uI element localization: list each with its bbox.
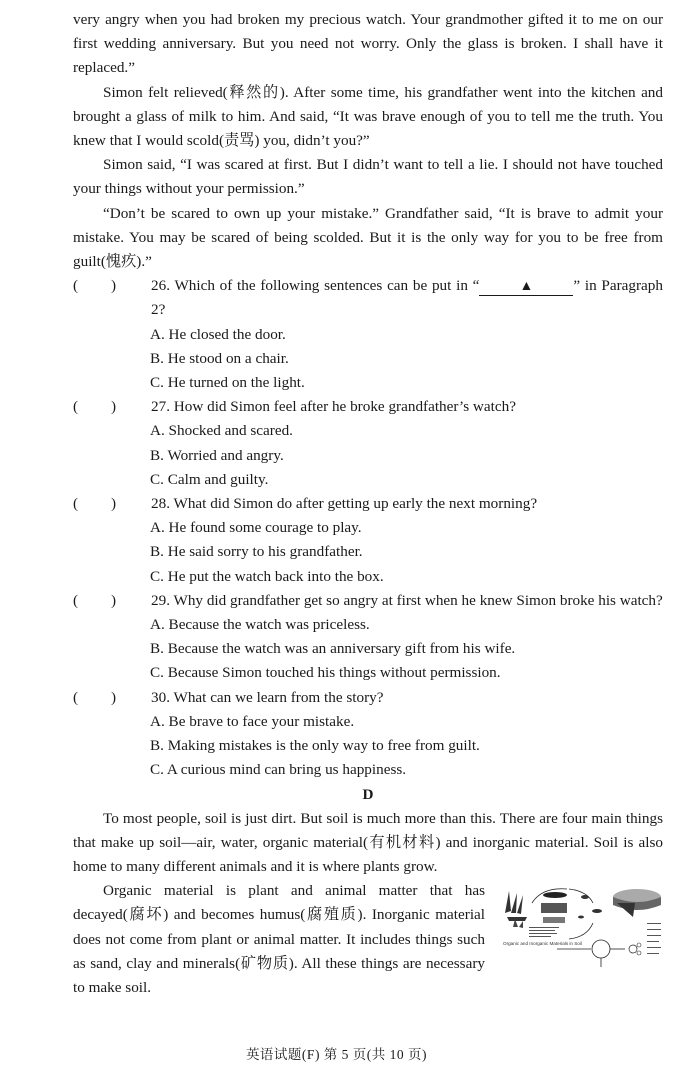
option-a: A. Shocked and scared. (150, 422, 293, 440)
option-a: A. Be brave to face your mistake. (150, 712, 355, 730)
answer-paren-close: ) (111, 591, 117, 609)
option-b: B. Making mistakes is the only way to free from guilt. (150, 737, 480, 755)
paragraph-with-figure (73, 879, 663, 1000)
option-b: B. Because the watch was an anniversary gift from his wife. (150, 640, 516, 658)
option-a: A. Because the watch was priceless. (150, 616, 370, 634)
triangle-icon: ▲ (519, 279, 534, 295)
question-stem-part: 26. Which of the following sentences can be put in “ (151, 277, 480, 295)
answer-paren-open: ( (73, 688, 79, 706)
option-b: B. Worried and angry. (150, 446, 284, 464)
option-c: C. A curious mind can bring us happiness. (150, 761, 407, 779)
option-c: C. Calm and guilty. (150, 470, 269, 488)
section-heading: D (362, 785, 374, 803)
question-stem-part: ” in Paragraph 2? (151, 277, 663, 319)
question-28 (73, 492, 663, 516)
story-paragraph-2: Simon felt relieved(释然的). After some time, his grandfather went into the kitchen and brought a glass of milk to him. And said, “It was brave enough of you to tell me the truth. You knew that I would scold(责骂) you, didn’t you?” (73, 83, 663, 150)
story-paragraph-1: very angry when you had broken my precious watch. Your grandmother gifted it to me on our first wedding anniversary. But you need not worry. Only the glass is broken. I shall have it replaced.” (73, 11, 663, 77)
question-stem: 30. What can we learn from the story? (151, 688, 384, 706)
answer-paren-close: ) (111, 688, 117, 706)
story-paragraph-3: Simon said, “I was scared at first. But I didn’t want to tell a lie. I should not have touched your things without your permission.” (73, 156, 663, 198)
question-26 (73, 274, 663, 322)
passage-d-paragraph-1: To most people, soil is just dirt. But soil is much more than this. There are four main things that make up soil—air, water, organic material(有机材料) and inorganic material. Soil is also home to many different animals and it is where plants grow. (73, 809, 663, 875)
option-c: C. He put the watch back into the box. (150, 567, 384, 585)
option-c: C. He turned on the light. (150, 374, 305, 392)
question-30 (73, 686, 663, 710)
question-stem: 29. Why did grandfather get so angry at first when he knew Simon broke his watch? (151, 591, 663, 609)
figure-caption: Organic and Inorganic Materials in Soil (503, 941, 582, 947)
option-b: B. He stood on a chair. (150, 349, 289, 367)
question-27 (73, 395, 663, 419)
option-b: B. He said sorry to his grandfather. (150, 543, 363, 561)
soil-diagram-figure (497, 883, 663, 971)
answer-paren-close: ) (111, 495, 117, 513)
passage-d-paragraph-2: Organic material is plant and animal matter that has decayed(腐坏) and becomes humus(腐殖质). Inorganic material does not come from plant or animal matter. It includes things such as sand, clay and minerals(矿物质). All these things are necessary to make soil. (73, 882, 485, 996)
answer-paren-open: ( (73, 398, 79, 416)
question-stem: 28. What did Simon do after getting up early the next morning? (151, 495, 538, 513)
answer-paren-open: ( (73, 495, 79, 513)
story-paragraph-4: “Don’t be scared to own up your mistake.” Grandfather said, “It is brave to admit your mistake. You may be scared of being scolded. But it is the only way for you to be free from guilt(愧疚).” (73, 204, 663, 271)
question-29 (73, 589, 663, 613)
exam-page (73, 8, 663, 1000)
answer-blank (479, 279, 573, 296)
option-a: A. He closed the door. (150, 325, 286, 343)
answer-paren-close: ) (111, 398, 117, 416)
question-stem (73, 274, 663, 322)
option-a: A. He found some courage to play. (150, 519, 362, 537)
answer-paren-open: ( (73, 591, 79, 609)
option-c: C. Because Simon touched his things without permission. (150, 664, 501, 682)
page-footer: 英语试题(F) 第 5 页(共 10 页) (245, 1047, 428, 1062)
question-stem: 27. How did Simon feel after he broke grandfather’s watch? (151, 398, 516, 416)
answer-paren-close: ) (111, 277, 117, 295)
answer-paren-open: ( (73, 277, 79, 295)
